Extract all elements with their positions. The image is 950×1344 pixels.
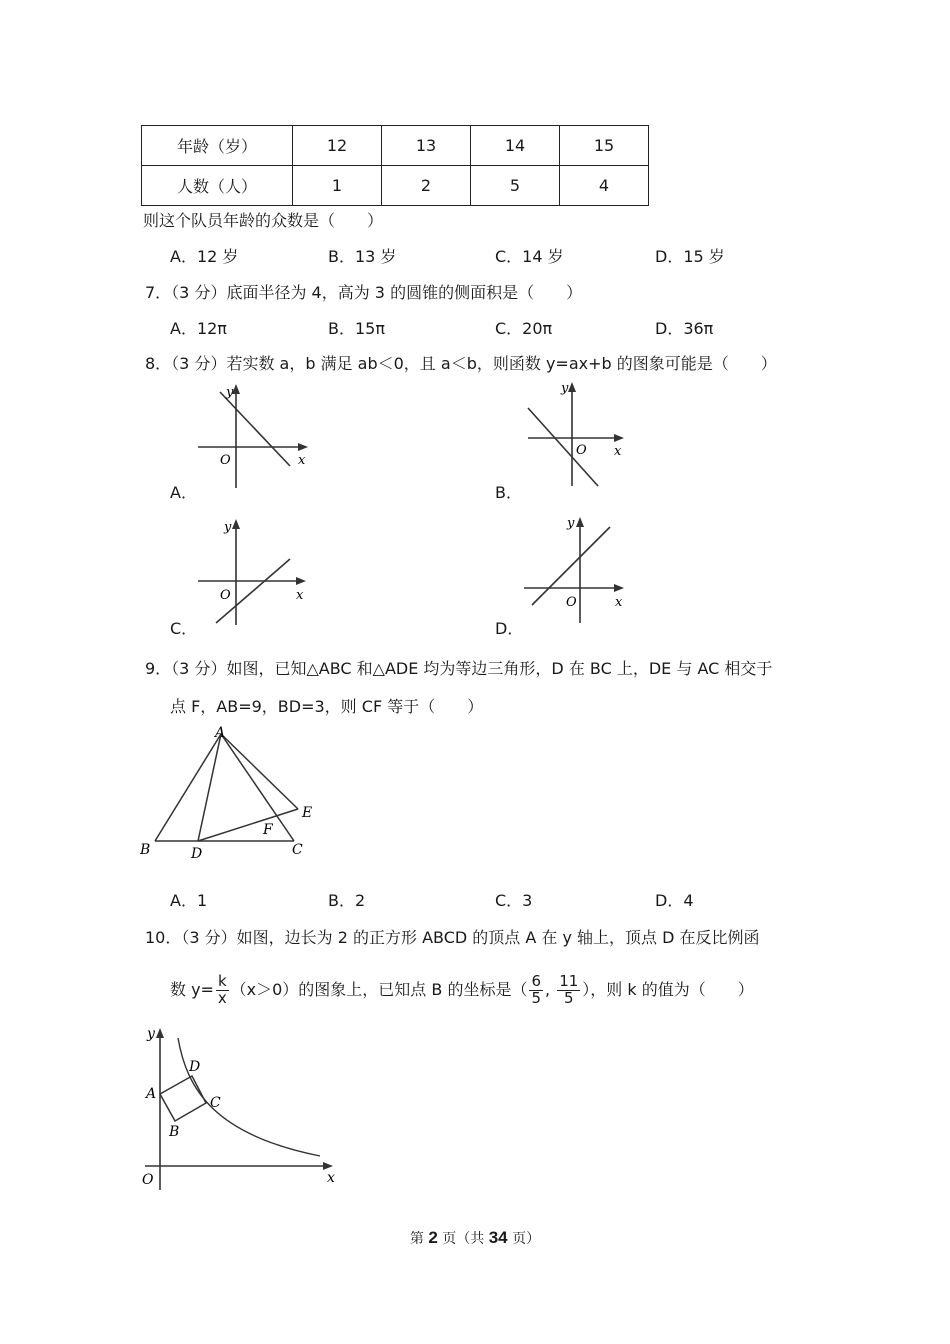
table-cell: 4	[560, 166, 649, 206]
q8-stem: 8．（3 分）若实数 a，b 满足 ab＜0，且 a＜b，则函数 y=ax+b 的图象可能是（ ）	[145, 354, 777, 373]
point-label-a: A	[215, 725, 226, 741]
q9-option-d: D．4	[655, 891, 694, 910]
q10-stem-mid: （x＞0）的图象上，已知点 B 的坐标是（	[230, 979, 528, 999]
point-label-d: D	[189, 1059, 201, 1075]
q7-option-a: A．12π	[170, 319, 227, 338]
table-cell: 1	[293, 166, 382, 206]
page-number: 2	[428, 1228, 438, 1247]
q8-graph-d	[520, 513, 650, 625]
fraction-numerator: 6	[531, 972, 542, 990]
table-cell: 人数（人）	[142, 166, 293, 206]
axis-label-x: x	[298, 453, 306, 468]
axis-label-x: x	[327, 1170, 335, 1186]
fraction-numerator: 11	[559, 972, 579, 990]
q6-option-c: C．14 岁	[495, 247, 564, 266]
fraction-denominator: 5	[531, 988, 542, 1007]
axis-label-origin: O	[566, 595, 577, 610]
q10-comma: ,	[545, 979, 556, 999]
footer-text: 页（共	[437, 1231, 489, 1247]
fraction-k-over-x	[216, 974, 229, 1007]
table-cell: 5	[471, 166, 560, 206]
q8-graph-b	[520, 378, 650, 490]
footer-text: 第	[409, 1231, 429, 1247]
axis-label-origin: O	[142, 1172, 154, 1188]
point-label-c: C	[292, 842, 303, 858]
table-cell: 14	[471, 126, 560, 166]
q10-stem-line2	[170, 974, 754, 1007]
q9-option-b: B．2	[328, 891, 366, 910]
fraction-denominator: x	[217, 988, 227, 1007]
table-cell: 年龄（岁）	[142, 126, 293, 166]
q9-stem-line2: 点 F，AB=9，BD=3，则 CF 等于（ ）	[170, 697, 484, 716]
q10-stem-pre: 数 y=	[170, 979, 214, 999]
axis-label-x: x	[614, 444, 622, 459]
age-table	[141, 125, 649, 206]
q8-graph-c	[190, 515, 320, 627]
q8-option-a: A．	[170, 483, 197, 502]
fraction-b-x	[529, 974, 543, 1007]
point-label-d: D	[191, 846, 203, 862]
axis-label-origin: O	[576, 443, 587, 458]
fraction-b-y	[557, 974, 580, 1007]
q9-stem-line1: 9．（3 分）如图，已知△ABC 和△ADE 均为等边三角形，D 在 BC 上，DE 与 AC 相交于	[145, 659, 773, 678]
axis-label-origin: O	[220, 453, 231, 468]
table-cell: 2	[382, 166, 471, 206]
point-label-e: E	[302, 805, 313, 821]
total-pages: 34	[488, 1228, 508, 1247]
point-label-b: B	[169, 1124, 180, 1140]
page-footer	[0, 1228, 950, 1248]
q6-option-b: B．13 岁	[328, 247, 397, 266]
axis-label-y: y	[567, 516, 575, 531]
q6-option-a: A．12 岁	[170, 247, 239, 266]
point-label-a: A	[146, 1086, 157, 1102]
axis-label-y: y	[224, 520, 232, 535]
q6-option-d: D．15 岁	[655, 247, 725, 266]
q6-stem: 则这个队员年龄的众数是（ ）	[143, 211, 384, 230]
axis-label-x: x	[296, 588, 304, 603]
fraction-numerator: k	[217, 972, 227, 990]
q9-triangle-figure	[135, 722, 325, 862]
q10-stem-post: ），则 k 的值为（ ）	[582, 979, 754, 999]
q7-stem: 7．（3 分）底面半径为 4，高为 3 的圆锥的侧面积是（ ）	[145, 283, 583, 302]
table-cell: 15	[560, 126, 649, 166]
q10-stem-line1: 10．（3 分）如图，边长为 2 的正方形 ABCD 的顶点 A 在 y 轴上，顶点 D 在反比例函	[145, 928, 760, 947]
q8-graph-a	[190, 380, 320, 492]
axis-label-y: y	[561, 381, 569, 396]
table-cell: 12	[293, 126, 382, 166]
fraction-denominator: 5	[563, 988, 574, 1007]
axis-label-y: y	[226, 385, 234, 400]
q7-option-b: B．15π	[328, 319, 385, 338]
point-label-c: C	[210, 1095, 221, 1111]
q10-figure	[135, 1020, 355, 1195]
q7-option-c: C．20π	[495, 319, 553, 338]
table-row	[142, 126, 649, 166]
footer-text: 页）	[507, 1231, 541, 1247]
q7-option-d: D．36π	[655, 319, 714, 338]
table-row	[142, 166, 649, 206]
q9-option-a: A．1	[170, 891, 208, 910]
point-label-b: B	[140, 842, 151, 858]
q8-option-d: D．	[495, 619, 524, 638]
point-label-f: F	[263, 822, 273, 838]
table-cell: 13	[382, 126, 471, 166]
q8-option-c: C．	[170, 619, 198, 638]
axis-label-y: y	[147, 1026, 155, 1042]
axis-label-x: x	[615, 595, 623, 610]
q9-option-c: C．3	[495, 891, 533, 910]
axis-label-origin: O	[220, 588, 231, 603]
q8-option-b: B．	[495, 483, 522, 502]
